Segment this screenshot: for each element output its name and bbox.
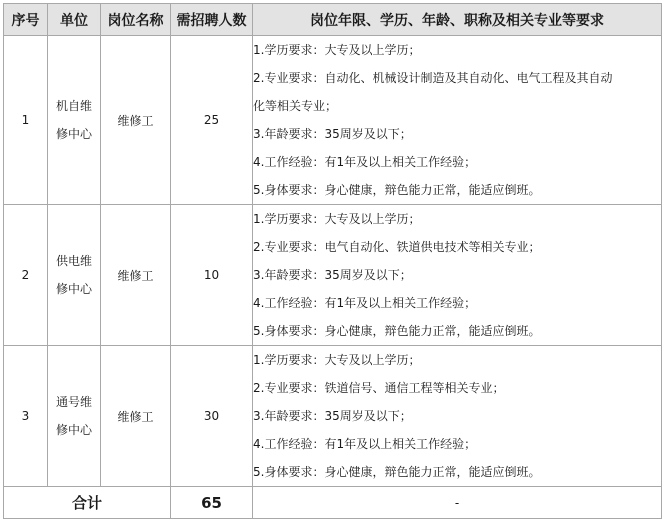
table-row bbox=[4, 36, 662, 205]
row-seq: 3 bbox=[4, 346, 48, 487]
row-position: 维修工 bbox=[101, 346, 171, 487]
recruitment-table bbox=[3, 3, 662, 519]
total-count: 65 bbox=[171, 487, 253, 519]
row-count: 10 bbox=[171, 205, 253, 346]
header-requirements: 岗位年限、学历、年龄、职称及相关专业等要求 bbox=[253, 4, 662, 36]
row-unit bbox=[48, 346, 101, 487]
table-row bbox=[4, 205, 662, 346]
unit-line: 修中心 bbox=[55, 282, 92, 296]
row-unit bbox=[48, 36, 101, 205]
total-note: - bbox=[253, 487, 662, 519]
total-label: 合计 bbox=[4, 487, 171, 519]
requirement-line: 1.学历要求：大专及以上学历； bbox=[253, 212, 421, 226]
row-requirements bbox=[253, 205, 662, 346]
requirement-line: 3.年龄要求：35周岁及以下； bbox=[253, 127, 412, 141]
header-unit: 单位 bbox=[48, 4, 101, 36]
row-unit bbox=[48, 205, 101, 346]
unit-line: 机自维 bbox=[55, 99, 92, 113]
requirement-line: 5.身体要求：身心健康，辩色能力正常，能适应倒班。 bbox=[253, 183, 541, 197]
unit-line: 供电维 bbox=[55, 254, 92, 268]
requirement-line: 5.身体要求：身心健康，辩色能力正常，能适应倒班。 bbox=[253, 465, 541, 479]
requirement-line: 4.工作经验：有1年及以上相关工作经验； bbox=[253, 437, 477, 451]
requirement-line: 3.年龄要求：35周岁及以下； bbox=[253, 409, 412, 423]
row-requirements bbox=[253, 346, 662, 487]
requirement-line: 3.年龄要求：35周岁及以下； bbox=[253, 268, 412, 282]
unit-line: 修中心 bbox=[55, 127, 92, 141]
requirement-line: 1.学历要求：大专及以上学历； bbox=[253, 353, 421, 367]
row-position: 维修工 bbox=[101, 36, 171, 205]
table-row bbox=[4, 346, 662, 487]
row-seq: 1 bbox=[4, 36, 48, 205]
row-count: 25 bbox=[171, 36, 253, 205]
row-count: 30 bbox=[171, 346, 253, 487]
row-requirements bbox=[253, 36, 662, 205]
row-seq: 2 bbox=[4, 205, 48, 346]
header-seq: 序号 bbox=[4, 4, 48, 36]
requirement-line: 2.专业要求：自动化、机械设计制造及其自动化、电气工程及其自动 bbox=[253, 71, 613, 85]
requirement-line: 2.专业要求：铁道信号、通信工程等相关专业； bbox=[253, 381, 505, 395]
requirement-line: 1.学历要求：大专及以上学历； bbox=[253, 43, 421, 57]
header-row bbox=[4, 4, 662, 36]
total-row bbox=[4, 487, 662, 519]
unit-line: 通号维 bbox=[55, 395, 92, 409]
header-count: 需招聘人数 bbox=[171, 4, 253, 36]
header-position: 岗位名称 bbox=[101, 4, 171, 36]
requirement-line: 5.身体要求：身心健康，辩色能力正常，能适应倒班。 bbox=[253, 324, 541, 338]
requirement-line: 2.专业要求：电气自动化、铁道供电技术等相关专业； bbox=[253, 240, 541, 254]
requirement-line: 4.工作经验：有1年及以上相关工作经验； bbox=[253, 296, 477, 310]
requirement-line: 化等相关专业； bbox=[253, 99, 338, 113]
requirement-line: 4.工作经验：有1年及以上相关工作经验； bbox=[253, 155, 477, 169]
row-position: 维修工 bbox=[101, 205, 171, 346]
unit-line: 修中心 bbox=[55, 423, 92, 437]
